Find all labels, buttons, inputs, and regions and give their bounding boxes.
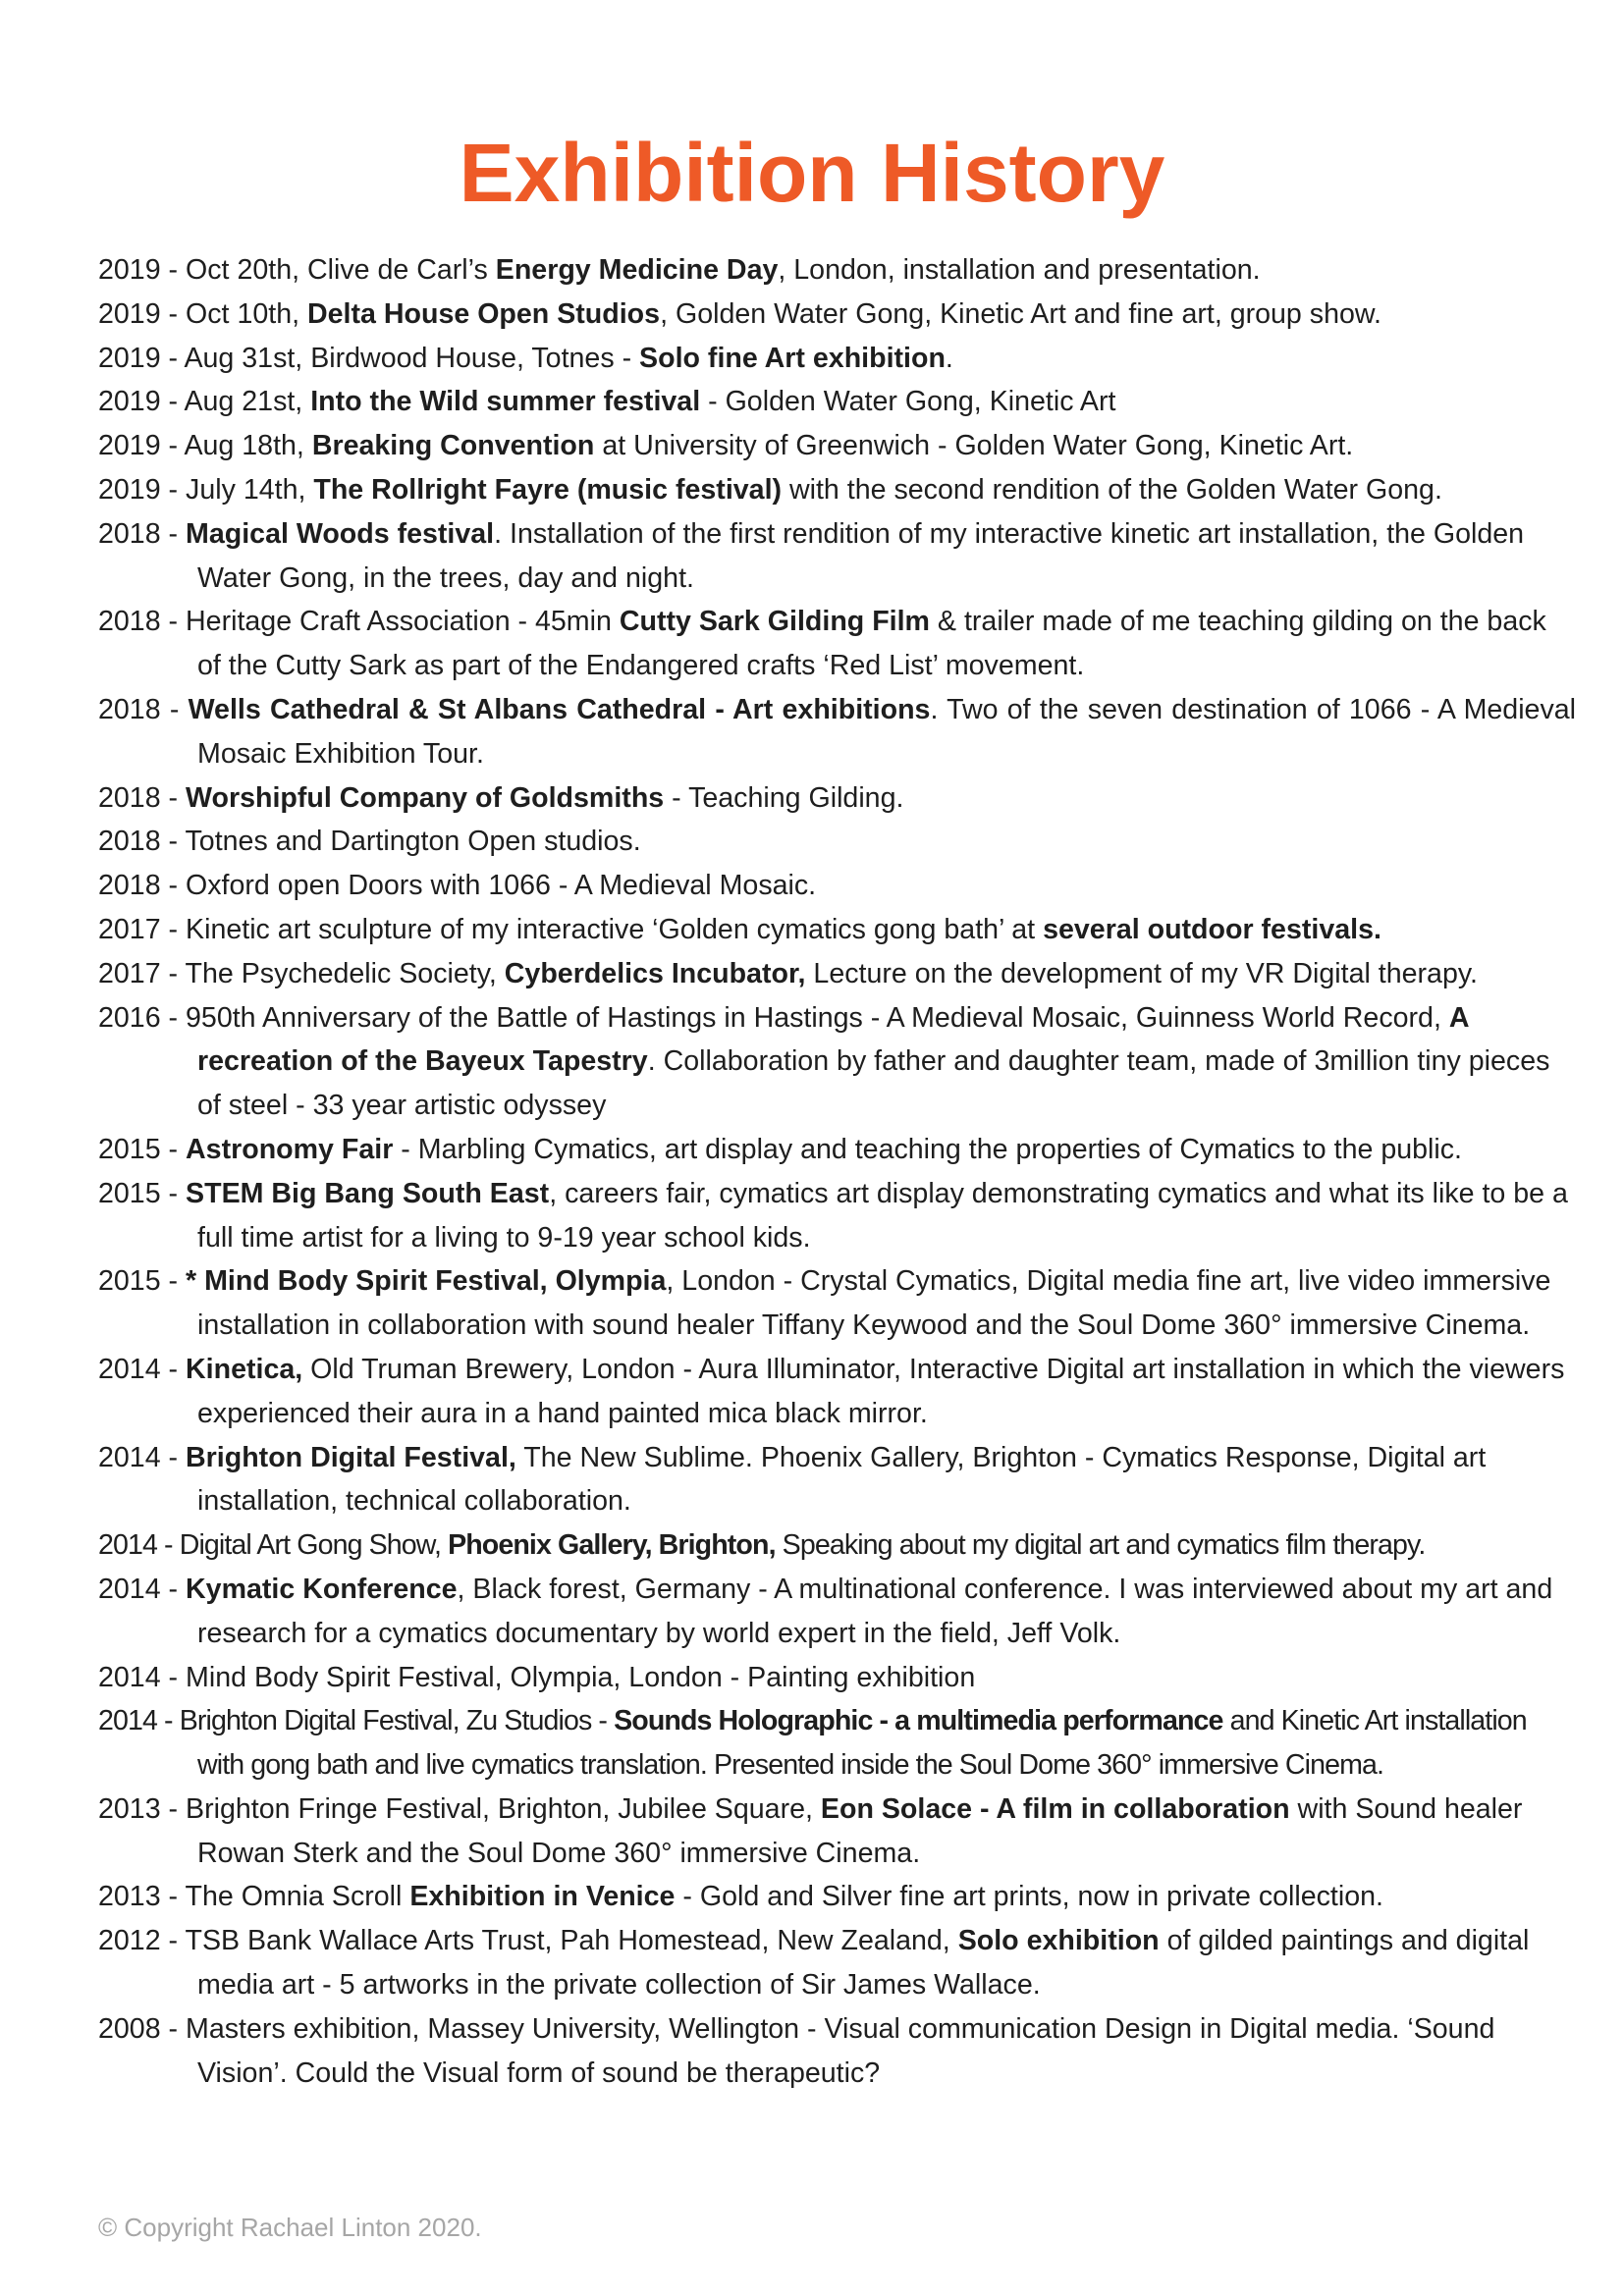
exhibition-entry bbox=[98, 1919, 1576, 2007]
exhibition-entry bbox=[98, 600, 1576, 688]
exhibition-entry bbox=[98, 248, 1576, 293]
exhibition-entry bbox=[98, 1348, 1576, 1436]
exhibition-entry bbox=[98, 424, 1576, 468]
entry-bold-text: Exhibition in Venice bbox=[409, 1881, 676, 1913]
entry-text: . Collaboration by father and daughter team, made of 3million tiny pieces of steel - 33 year artistic odyssey bbox=[197, 1045, 1550, 1122]
exhibition-entry bbox=[98, 688, 1576, 776]
entry-bold-text: Sounds Holographic - a multimedia performance bbox=[614, 1705, 1223, 1737]
entry-text: 2013 - The Omnia Scroll bbox=[98, 1881, 410, 1913]
entry-bold-text: Brighton Digital Festival, bbox=[186, 1441, 516, 1473]
entry-bold-text: * Mind Body Spirit Festival, Olympia bbox=[186, 1265, 667, 1298]
entry-text: 2014 - bbox=[98, 1353, 187, 1385]
entry-bold-text: Solo exhibition bbox=[957, 1925, 1160, 1957]
entry-bold-text: A recreation of the Bayeux Tapestry bbox=[197, 1001, 1469, 1078]
entry-bold-text: Eon Solace - A film in collaboration bbox=[820, 1792, 1290, 1825]
entry-text: Speaking about my digital art and cymatics film therapy. bbox=[775, 1529, 1426, 1562]
exhibition-entry bbox=[98, 864, 1576, 908]
exhibition-entry bbox=[98, 512, 1576, 601]
entry-text: with the second rendition of the Golden Water Gong. bbox=[782, 473, 1442, 506]
entry-text: 2015 - bbox=[98, 1133, 187, 1165]
exhibition-entry bbox=[98, 293, 1576, 337]
exhibition-entry bbox=[98, 952, 1576, 996]
entry-bold-text: Kymatic Konference bbox=[186, 1573, 458, 1605]
entry-bold-text: Cyberdelics Incubator, bbox=[504, 957, 806, 989]
entry-text: 2018 - Heritage Craft Association - 45min bbox=[98, 606, 620, 638]
entry-text: . bbox=[945, 342, 953, 374]
entry-text: The New Sublime. Phoenix Gallery, Brighton - Cymatics Response, Digital art installation, technical collaboration. bbox=[197, 1441, 1487, 1518]
entry-text: 2013 - Brighton Fringe Festival, Brighton, Jubilee Square, bbox=[98, 1792, 821, 1825]
exhibition-entry bbox=[98, 908, 1576, 952]
entry-text: - Golden Water Gong, Kinetic Art bbox=[700, 386, 1116, 418]
entry-text: 2019 - Aug 18th, bbox=[98, 430, 312, 462]
exhibition-entry bbox=[98, 1656, 1576, 1700]
entry-bold-text: Wells Cathedral & St Albans Cathedral - Art exhibitions bbox=[188, 693, 931, 725]
entry-text: Old Truman Brewery, London - Aura Illuminator, Interactive Digital art installation in which the viewers experienced their aura in a hand painted mica black mirror. bbox=[197, 1353, 1565, 1429]
entry-text: 2016 - 950th Anniversary of the Battle of Hastings in Hastings - A Medieval Mosaic, Guinness World Record, bbox=[98, 1001, 1449, 1034]
entry-bold-text: several outdoor festivals. bbox=[1043, 913, 1381, 945]
exhibition-entry bbox=[98, 1523, 1576, 1568]
exhibition-entry bbox=[98, 1436, 1576, 1524]
entry-text: 2019 - Aug 31st, Birdwood House, Totnes - bbox=[98, 342, 640, 374]
entry-text: - Teaching Gilding. bbox=[664, 781, 904, 814]
entry-text: 2014 - bbox=[98, 1441, 187, 1473]
entry-text: , Golden Water Gong, Kinetic Art and fine art, group show. bbox=[660, 297, 1381, 330]
exhibition-entry bbox=[98, 1259, 1576, 1348]
entry-text: . Installation of the first rendition of my interactive kinetic art installation, the Golden Water Gong, in the trees, day and night. bbox=[197, 517, 1525, 594]
entry-bold-text: Worshipful Company of Goldsmiths bbox=[186, 781, 665, 814]
entry-text: 2019 - Aug 21st, bbox=[98, 386, 311, 418]
entry-text: 2018 - bbox=[98, 693, 189, 725]
entry-text: 2017 - The Psychedelic Society, bbox=[98, 957, 505, 989]
entry-text: 2019 - Oct 10th, bbox=[98, 297, 307, 330]
entry-text: Lecture on the development of my VR Digital therapy. bbox=[805, 957, 1478, 989]
entry-text: . Two of the seven destination of 1066 - A Medieval Mosaic Exhibition Tour. bbox=[197, 693, 1577, 770]
entry-bold-text: Energy Medicine Day bbox=[495, 254, 779, 286]
entry-text: - Gold and Silver fine art prints, now in private collection. bbox=[675, 1881, 1383, 1913]
exhibition-entry bbox=[98, 2007, 1576, 2096]
entry-text: & trailer made of me teaching gilding on the back of the Cutty Sark as part of the Endangered crafts ‘Red List’ movement. bbox=[197, 606, 1546, 682]
entry-text: , London - Crystal Cymatics, Digital media fine art, live video immersive installation in collaboration with sound healer Tiffany Keywood and the Soul Dome 360° immersive Cinema. bbox=[197, 1265, 1551, 1342]
entry-text: 2015 - bbox=[98, 1177, 187, 1209]
entry-text: 2015 - bbox=[98, 1265, 187, 1298]
exhibition-entry bbox=[98, 380, 1576, 424]
exhibition-entry bbox=[98, 1699, 1576, 1788]
entry-text: at University of Greenwich - Golden Water Gong, Kinetic Art. bbox=[594, 430, 1354, 462]
entry-text: 2017 - Kinetic art sculpture of my interactive ‘Golden cymatics gong bath’ at bbox=[98, 913, 1044, 945]
entry-text: 2014 - Brighton Digital Festival, Zu Studios - bbox=[98, 1705, 615, 1737]
entry-text: 2014 - bbox=[98, 1573, 187, 1605]
entry-text: 2018 - Totnes and Dartington Open studios. bbox=[98, 826, 641, 858]
page-title: Exhibition History bbox=[459, 127, 1165, 220]
entry-bold-text: Kinetica, bbox=[186, 1353, 303, 1385]
entry-text: 2019 - July 14th, bbox=[98, 473, 314, 506]
entry-text: 2014 - Digital Art Gong Show, bbox=[98, 1529, 449, 1562]
entry-bold-text: Breaking Convention bbox=[311, 430, 595, 462]
entry-bold-text: Delta House Open Studios bbox=[307, 297, 661, 330]
entry-bold-text: Solo fine Art exhibition bbox=[639, 342, 946, 374]
entry-text: 2018 - Oxford open Doors with 1066 - A Medieval Mosaic. bbox=[98, 870, 817, 902]
exhibition-entry bbox=[98, 1128, 1576, 1172]
entry-text: 2018 - bbox=[98, 781, 187, 814]
entry-bold-text: Into the Wild summer festival bbox=[310, 386, 701, 418]
exhibition-entry bbox=[98, 468, 1576, 512]
entry-bold-text: Phoenix Gallery, Brighton, bbox=[448, 1529, 776, 1562]
exhibition-entry bbox=[98, 1568, 1576, 1656]
copyright-footer: © Copyright Rachael Linton 2020. bbox=[98, 2213, 482, 2242]
entry-text: , London, installation and presentation. bbox=[778, 254, 1261, 286]
entry-bold-text: Astronomy Fair bbox=[186, 1133, 394, 1165]
entry-text: , Black forest, Germany - A multinational conference. I was interviewed about my art and research for a cymatics documentary by world expert in the field, Jeff Volk. bbox=[197, 1573, 1553, 1649]
entry-text: - Marbling Cymatics, art display and teaching the properties of Cymatics to the public. bbox=[393, 1133, 1462, 1165]
exhibition-list bbox=[98, 248, 1576, 2095]
entry-text: , careers fair, cymatics art display demonstrating cymatics and what its like to be a full time artist for a living to 9-19 year school kids. bbox=[197, 1177, 1568, 1254]
exhibition-entry bbox=[98, 1875, 1576, 1919]
entry-text: 2008 - Masters exhibition, Massey University, Wellington - Visual communication Design in Digital media. ‘Sound Vision’. Could the Visual form of sound be therapeutic? bbox=[98, 2012, 1495, 2089]
entry-bold-text: The Rollright Fayre (music festival) bbox=[313, 473, 783, 506]
entry-text: 2018 - bbox=[98, 517, 187, 550]
entry-text: 2019 - Oct 20th, Clive de Carl’s bbox=[98, 254, 496, 286]
entry-bold-text: Cutty Sark Gilding Film bbox=[619, 606, 930, 638]
exhibition-entry bbox=[98, 776, 1576, 821]
exhibition-entry bbox=[98, 1788, 1576, 1876]
entry-text: 2012 - TSB Bank Wallace Arts Trust, Pah Homestead, New Zealand, bbox=[98, 1925, 958, 1957]
exhibition-entry bbox=[98, 1172, 1576, 1260]
entry-text: 2014 - Mind Body Spirit Festival, Olympia, London - Painting exhibition bbox=[98, 1661, 976, 1693]
entry-text: with Sound healer Rowan Sterk and the Soul Dome 360° immersive Cinema. bbox=[197, 1792, 1523, 1869]
exhibition-entry bbox=[98, 996, 1576, 1128]
exhibition-entry bbox=[98, 337, 1576, 381]
entry-text: of gilded paintings and digital media art - 5 artworks in the private collection of Sir James Wallace. bbox=[197, 1925, 1530, 2002]
exhibition-entry bbox=[98, 820, 1576, 864]
entry-text: and Kinetic Art installation with gong bath and live cymatics translation. Presented inside the Soul Dome 360° immersive Cinema. bbox=[197, 1705, 1527, 1782]
entry-bold-text: Magical Woods festival bbox=[186, 517, 495, 550]
entry-bold-text: STEM Big Bang South East bbox=[186, 1177, 550, 1209]
